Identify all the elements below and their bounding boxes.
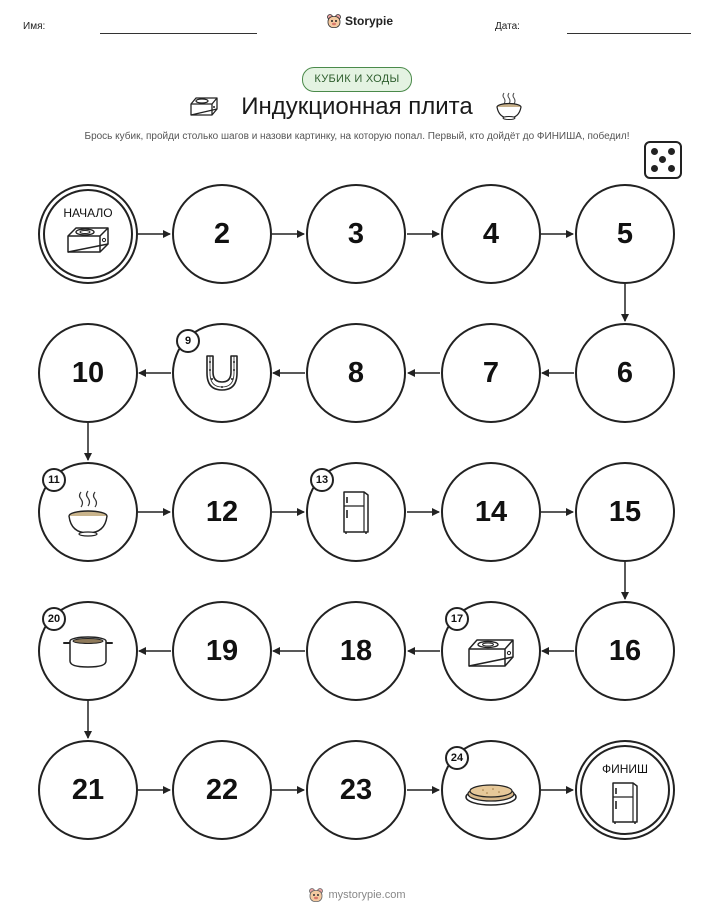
- cell-number: 18: [339, 634, 373, 667]
- board-cell-4[interactable]: [441, 184, 541, 284]
- soup-bowl-icon: [63, 489, 113, 539]
- cell-number: 15: [608, 495, 642, 528]
- cell-number: 7: [482, 356, 500, 389]
- cell-number: 5: [616, 217, 634, 250]
- cell-number: 21: [71, 773, 105, 806]
- cell-number-tag: 17: [445, 607, 469, 631]
- cell-number: 8: [347, 356, 365, 389]
- finish-label: ФИНИШ: [601, 762, 649, 776]
- horseshoe-icon: [199, 350, 245, 396]
- instructions: Брось кубик, пройди столько шагов и назови картинку, на которую попал. Первый, кто дойдёт до ФИНИША, победил!: [84, 131, 630, 142]
- cell-number: 2: [213, 217, 231, 250]
- cell-number-tag: 20: [42, 607, 66, 631]
- board-cell-19[interactable]: [172, 601, 272, 701]
- refrigerator-icon: [607, 780, 643, 826]
- storypie-mascot-icon: [308, 887, 324, 903]
- board-cell-22[interactable]: [172, 740, 272, 840]
- board-cell-16[interactable]: [575, 601, 675, 701]
- finish-cell[interactable]: [575, 740, 675, 840]
- cell-number-tag: 9: [176, 329, 200, 353]
- footer-url[interactable]: mystorypie.com: [328, 889, 406, 901]
- refrigerator-icon: [338, 488, 374, 536]
- board-cell-21[interactable]: [38, 740, 138, 840]
- cooking-pot-icon: [60, 631, 116, 671]
- board-cell-10[interactable]: [38, 323, 138, 423]
- board-cell-14[interactable]: [441, 462, 541, 562]
- cell-number: 16: [608, 634, 642, 667]
- board-cell-8[interactable]: [306, 323, 406, 423]
- brand-name: Storypie: [345, 14, 394, 28]
- board-cell-6[interactable]: [575, 323, 675, 423]
- cell-number: 19: [205, 634, 239, 667]
- board-cell-13[interactable]: [306, 462, 406, 562]
- name-line[interactable]: [100, 33, 257, 34]
- storypie-mascot-icon: [326, 13, 342, 29]
- induction-stove-icon: [465, 636, 517, 672]
- start-label: НАЧАЛО: [63, 206, 113, 220]
- cell-number-tag: 24: [445, 746, 469, 770]
- cell-number: 12: [205, 495, 239, 528]
- pancake-icon: [463, 777, 519, 809]
- category-badge: КУБИК И ХОДЫ: [302, 67, 412, 92]
- cell-number-tag: 13: [310, 468, 334, 492]
- cell-number: 14: [474, 495, 508, 528]
- board-cell-2[interactable]: [172, 184, 272, 284]
- cell-number: 3: [347, 217, 365, 250]
- board-cell-15[interactable]: [575, 462, 675, 562]
- board-cell-9[interactable]: [172, 323, 272, 423]
- cell-number: 6: [616, 356, 634, 389]
- start-cell[interactable]: [38, 184, 138, 284]
- soup-bowl-icon: [494, 92, 524, 120]
- induction-stove-icon: [64, 224, 112, 258]
- board-cell-20[interactable]: [38, 601, 138, 701]
- date-label: Дата:: [495, 21, 520, 32]
- board-cell-17[interactable]: [441, 601, 541, 701]
- page-title: Индукционная плита: [241, 93, 473, 120]
- board-cell-18[interactable]: [306, 601, 406, 701]
- dice-five-icon: [644, 141, 682, 179]
- cell-number: 4: [482, 217, 500, 250]
- footer: [0, 887, 714, 903]
- board-cell-3[interactable]: [306, 184, 406, 284]
- cell-number: 23: [339, 773, 373, 806]
- brand-logo: [326, 13, 393, 29]
- name-label: Имя:: [23, 21, 46, 32]
- cell-number: 22: [205, 773, 239, 806]
- board-cell-24[interactable]: [441, 740, 541, 840]
- board-cell-11[interactable]: [38, 462, 138, 562]
- board-cell-23[interactable]: [306, 740, 406, 840]
- date-line[interactable]: [567, 33, 691, 34]
- cell-number: 10: [71, 356, 105, 389]
- cell-number-tag: 11: [42, 468, 66, 492]
- board-cell-5[interactable]: [575, 184, 675, 284]
- board-cell-7[interactable]: [441, 323, 541, 423]
- board-cell-12[interactable]: [172, 462, 272, 562]
